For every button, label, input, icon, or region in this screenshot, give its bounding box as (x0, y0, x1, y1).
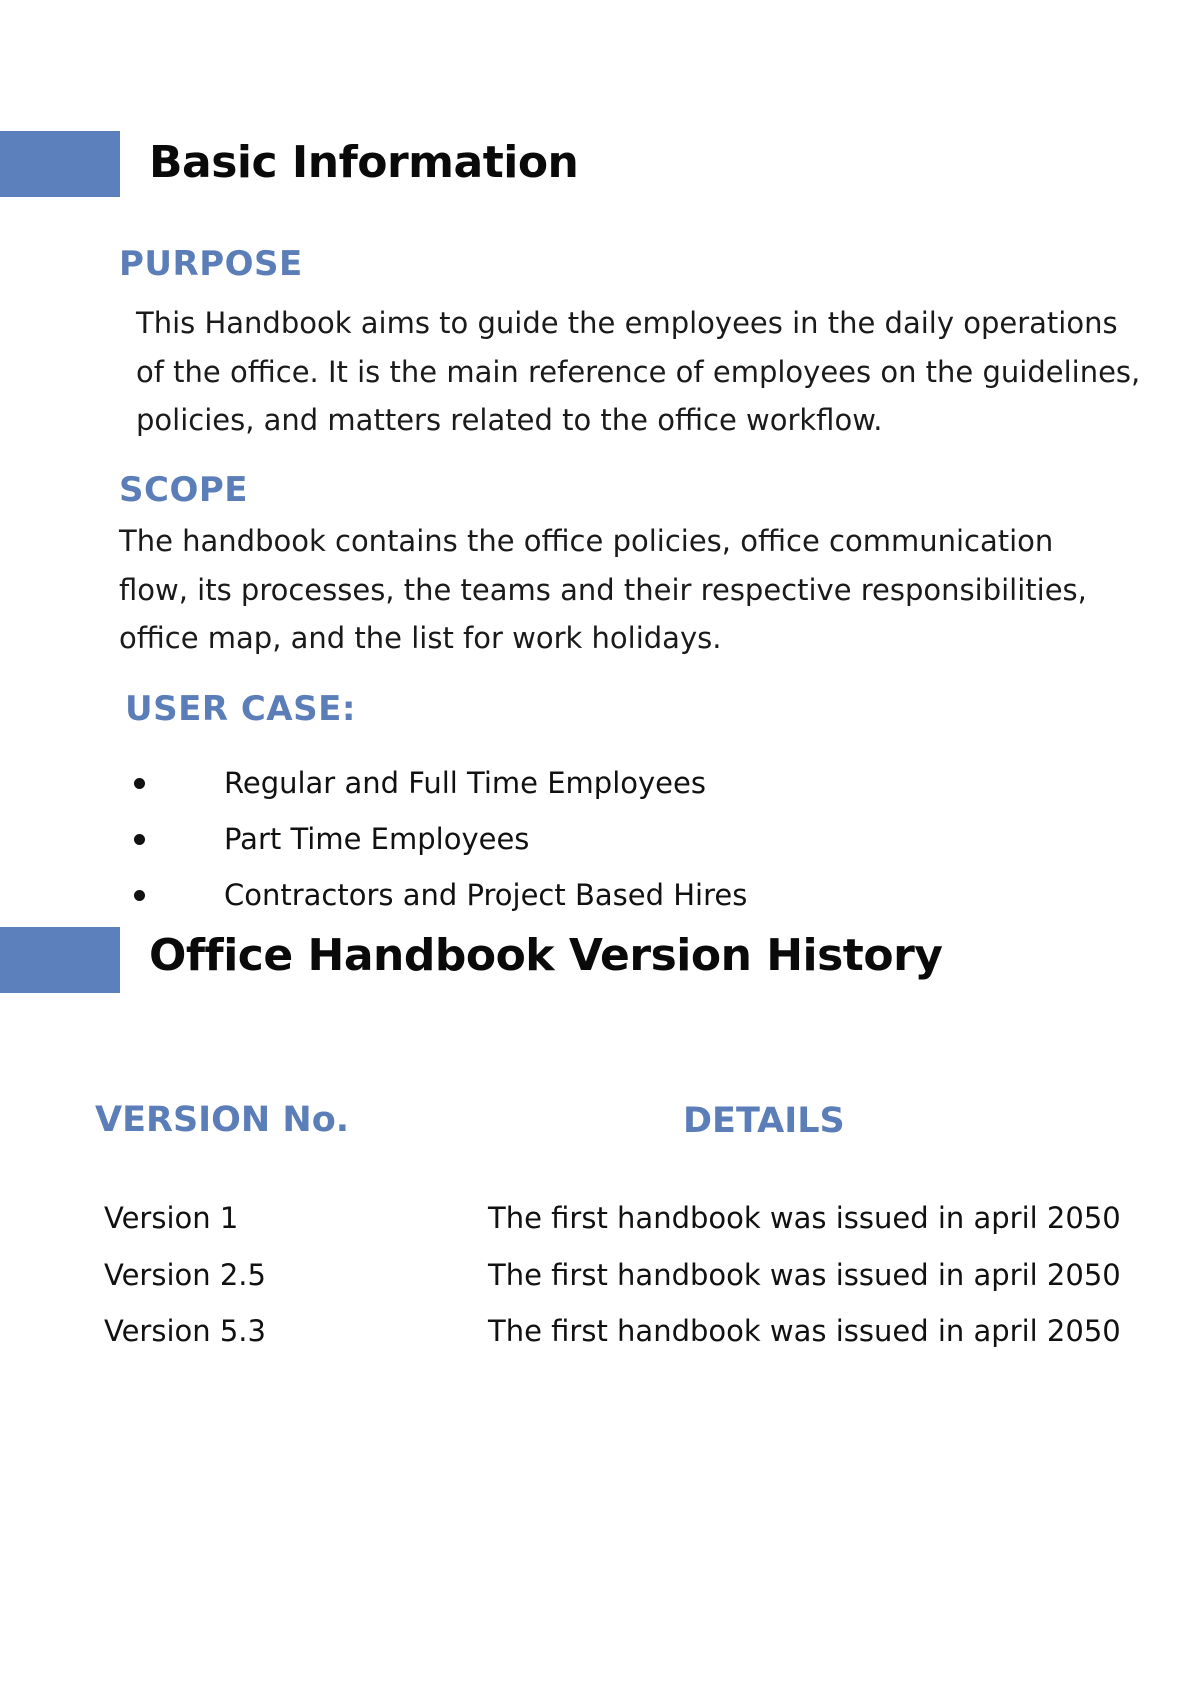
list-item-label: Contractors and Project Based Hires (224, 878, 748, 912)
version-number: Version 1 (104, 1201, 239, 1235)
basic-information-title: Basic Information (149, 137, 579, 188)
version-number: Version 2.5 (104, 1257, 266, 1292)
purpose-text: This Handbook aims to guide the employees in the daily operations of the office. It is the main reference of employees on the guidelines, policies, and matters related to the office workflow. (136, 306, 1141, 437)
version-column-header: VERSION No. (95, 1100, 350, 1140)
version-table (0, 1190, 1200, 1360)
section-accent-bar (0, 927, 120, 993)
scope-heading: SCOPE (119, 470, 248, 510)
list-item-label: Part Time Employees (224, 822, 530, 856)
scope-text: The handbook contains the office policies, office communication flow, its processes, the teams and their respective responsibilities, office map, and the list for work holidays. (119, 524, 1087, 655)
version-details: The first handbook was issued in april 2050 (488, 1201, 1121, 1235)
section-accent-bar (0, 131, 120, 197)
user-case-heading: USER CASE: (125, 689, 356, 729)
bullet-icon (134, 890, 145, 901)
bullet-icon (134, 778, 145, 789)
table-row (0, 1303, 1200, 1360)
purpose-heading: PURPOSE (119, 244, 303, 284)
version-details: The first handbook was issued in april 2050 (488, 1314, 1121, 1348)
version-details: The first handbook was issued in april 2050 (488, 1257, 1121, 1292)
list-item-label: Regular and Full Time Employees (224, 766, 706, 800)
table-row (0, 1247, 1200, 1304)
version-number: Version 5.3 (104, 1314, 266, 1348)
bullet-icon (134, 834, 145, 845)
table-row (0, 1190, 1200, 1247)
version-history-title: Office Handbook Version History (149, 930, 943, 981)
details-column-header: DETAILS (683, 1101, 845, 1141)
